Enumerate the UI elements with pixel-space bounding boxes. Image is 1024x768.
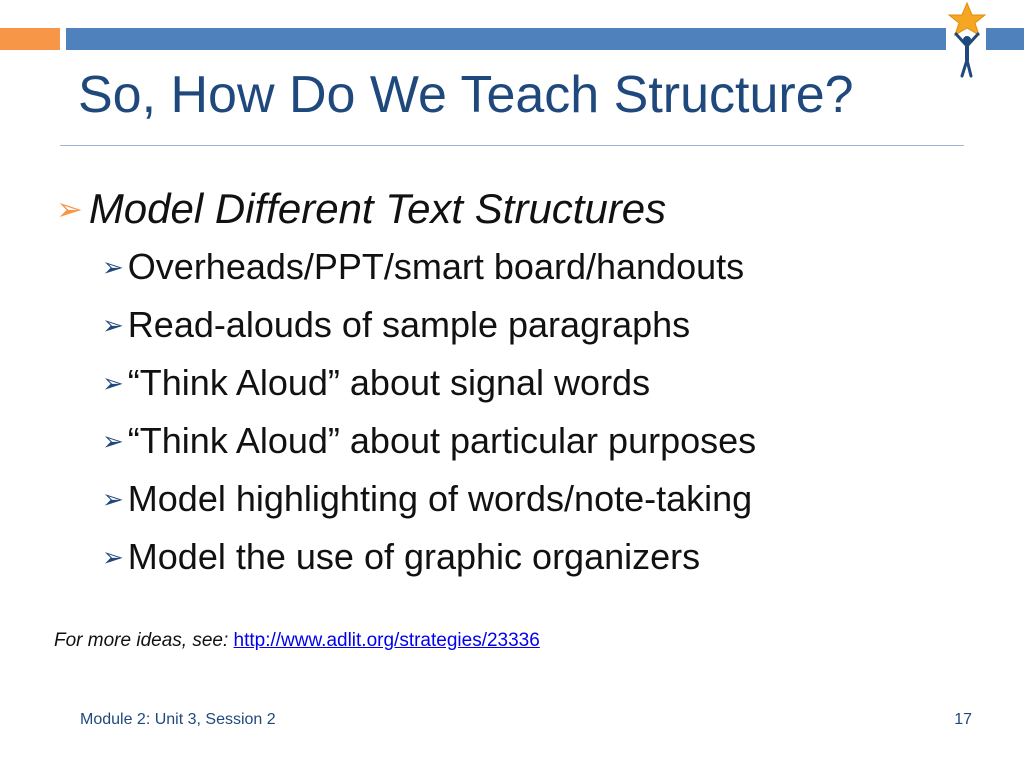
slide-number: 17	[954, 711, 972, 728]
more-ideas-link[interactable]: http://www.adlit.org/strategies/23336	[233, 630, 540, 651]
bullet-list	[56, 180, 996, 586]
header-orange-bar	[0, 28, 60, 50]
sub-bullet	[102, 412, 996, 470]
sub-bullet-text: Overheads/PPT/smart board/handouts	[127, 246, 745, 287]
arrow-bullet-icon: ➢	[102, 367, 124, 398]
more-ideas-line	[54, 630, 540, 652]
main-bullet-text: Model Different Text Structures	[88, 185, 667, 232]
sub-bullet-text: Model highlighting of words/note-taking	[127, 478, 753, 519]
arrow-bullet-icon: ➢	[102, 251, 124, 282]
arrow-bullet-icon: ➢	[102, 483, 124, 514]
sub-bullet	[102, 238, 996, 296]
sub-bullet	[102, 354, 996, 412]
header-blue-bar-right	[986, 28, 1024, 50]
arrow-bullet-icon: ➢	[102, 309, 124, 340]
arrow-bullet-icon: ➢	[102, 425, 124, 456]
footer-module-label: Module 2: Unit 3, Session 2	[80, 711, 276, 728]
star-person-logo-icon	[944, 0, 990, 80]
more-ideas-label: For more ideas, see:	[54, 630, 229, 651]
title-divider	[60, 145, 964, 146]
sub-bullet	[102, 296, 996, 354]
sub-bullet-text: “Think Aloud” about signal words	[127, 362, 651, 403]
slide-title: So, How Do We Teach Structure?	[78, 66, 854, 124]
arrow-bullet-icon: ➢	[102, 541, 124, 572]
sub-bullet-text: Model the use of graphic organizers	[127, 536, 701, 577]
sub-bullet-text: “Think Aloud” about particular purposes	[127, 420, 757, 461]
header-blue-bar	[66, 28, 946, 50]
sub-bullet-text: Read-alouds of sample paragraphs	[127, 304, 691, 345]
arrow-bullet-icon: ➢	[56, 191, 83, 227]
main-bullet	[56, 180, 996, 238]
sub-bullet	[102, 470, 996, 528]
sub-bullet	[102, 528, 996, 586]
